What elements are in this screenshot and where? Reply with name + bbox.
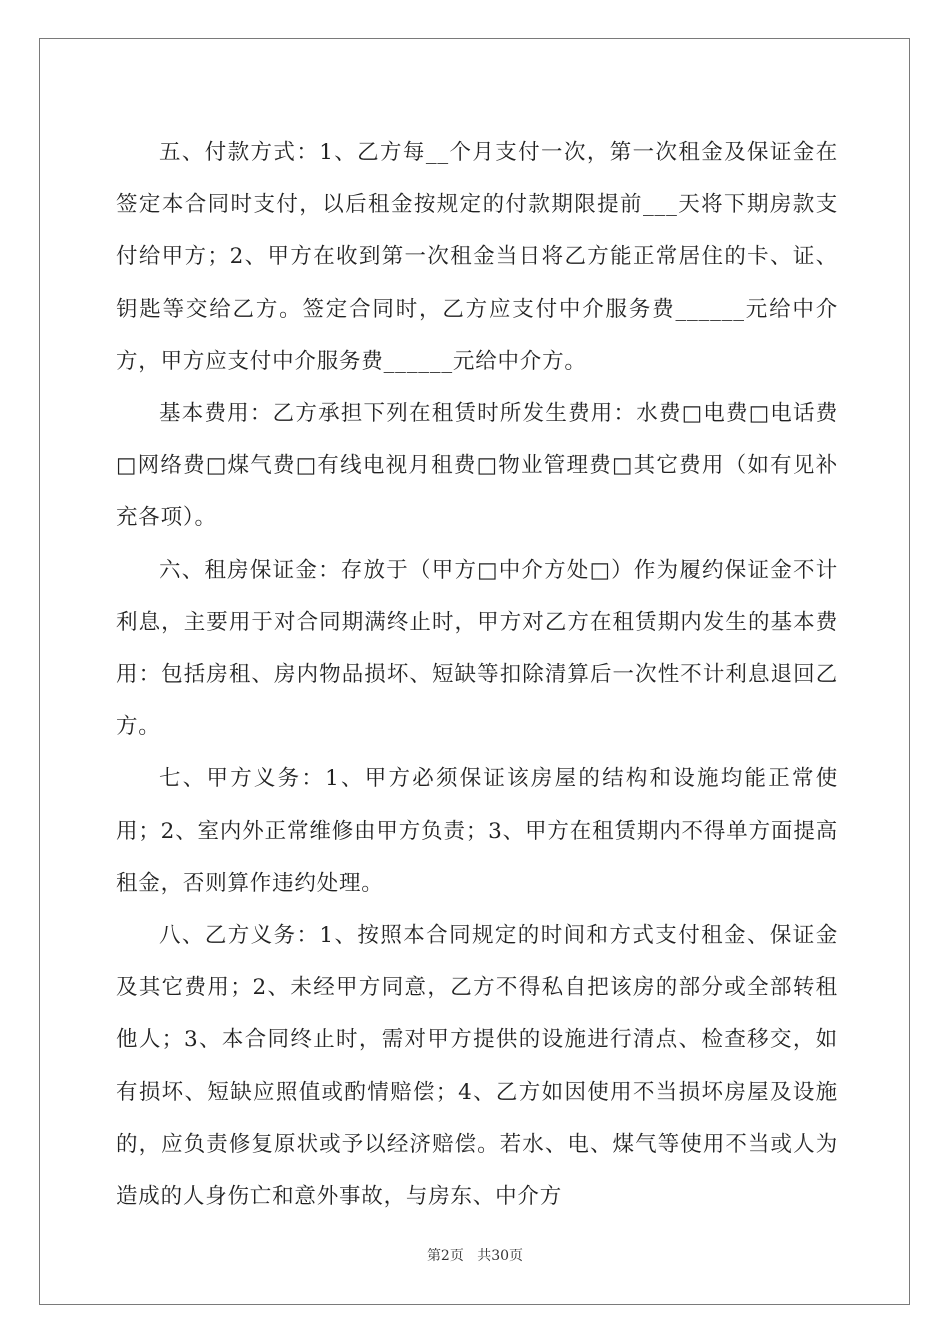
paragraph-basic-fees: 基本费用：乙方承担下列在租赁时所发生费用：水费□电费□电话费□网络费□煤气费□有线电视月租费□物业管理费□其它费用（如有见补充各项）。 <box>116 401 838 531</box>
page-footer <box>0 1245 950 1265</box>
page-total: 共30页 <box>477 1248 524 1264</box>
page-number: 第2页 <box>426 1248 464 1264</box>
paragraph-payment-method: 五、付款方式：1、乙方每__个月支付一次，第一次租金及保证金在签定本合同时支付，以后租金按规定的付款期限提前___天将下期房款支付给甲方；2、甲方在收到第一次租金当日将乙方能正常居住的卡、证、钥匙等交给乙方。签定合同时，乙方应支付中介服务费______元给中介方，甲方应支付中介服务费______元给中介方。 <box>116 140 838 374</box>
paragraph-party-a-obligations: 七、甲方义务：1、甲方必须保证该房屋的结构和设施均能正常使用；2、室内外正常维修由甲方负责；3、甲方在租赁期内不得单方面提高租金，否则算作违约处理。 <box>116 766 838 896</box>
paragraph-party-b-obligations: 八、乙方义务：1、按照本合同规定的时间和方式支付租金、保证金及其它费用；2、未经甲方同意，乙方不得私自把该房的部分或全部转租他人；3、本合同终止时，需对甲方提供的设施进行清点、检查移交，如有损坏、短缺应照值或酌情赔偿；4、乙方如因使用不当损坏房屋及设施的，应负责修复原状或予以经济赔偿。若水、电、煤气等使用不当或人为造成的人身伤亡和意外事故，与房东、中介方 <box>116 923 838 1210</box>
document-body <box>116 127 838 1223</box>
paragraph-deposit: 六、租房保证金：存放于（甲方□中介方处□）作为履约保证金不计利息，主要用于对合同期满终止时，甲方对乙方在租赁期内发生的基本费用：包括房租、房内物品损坏、短缺等扣除清算后一次性不计利息退回乙方。 <box>116 557 838 740</box>
